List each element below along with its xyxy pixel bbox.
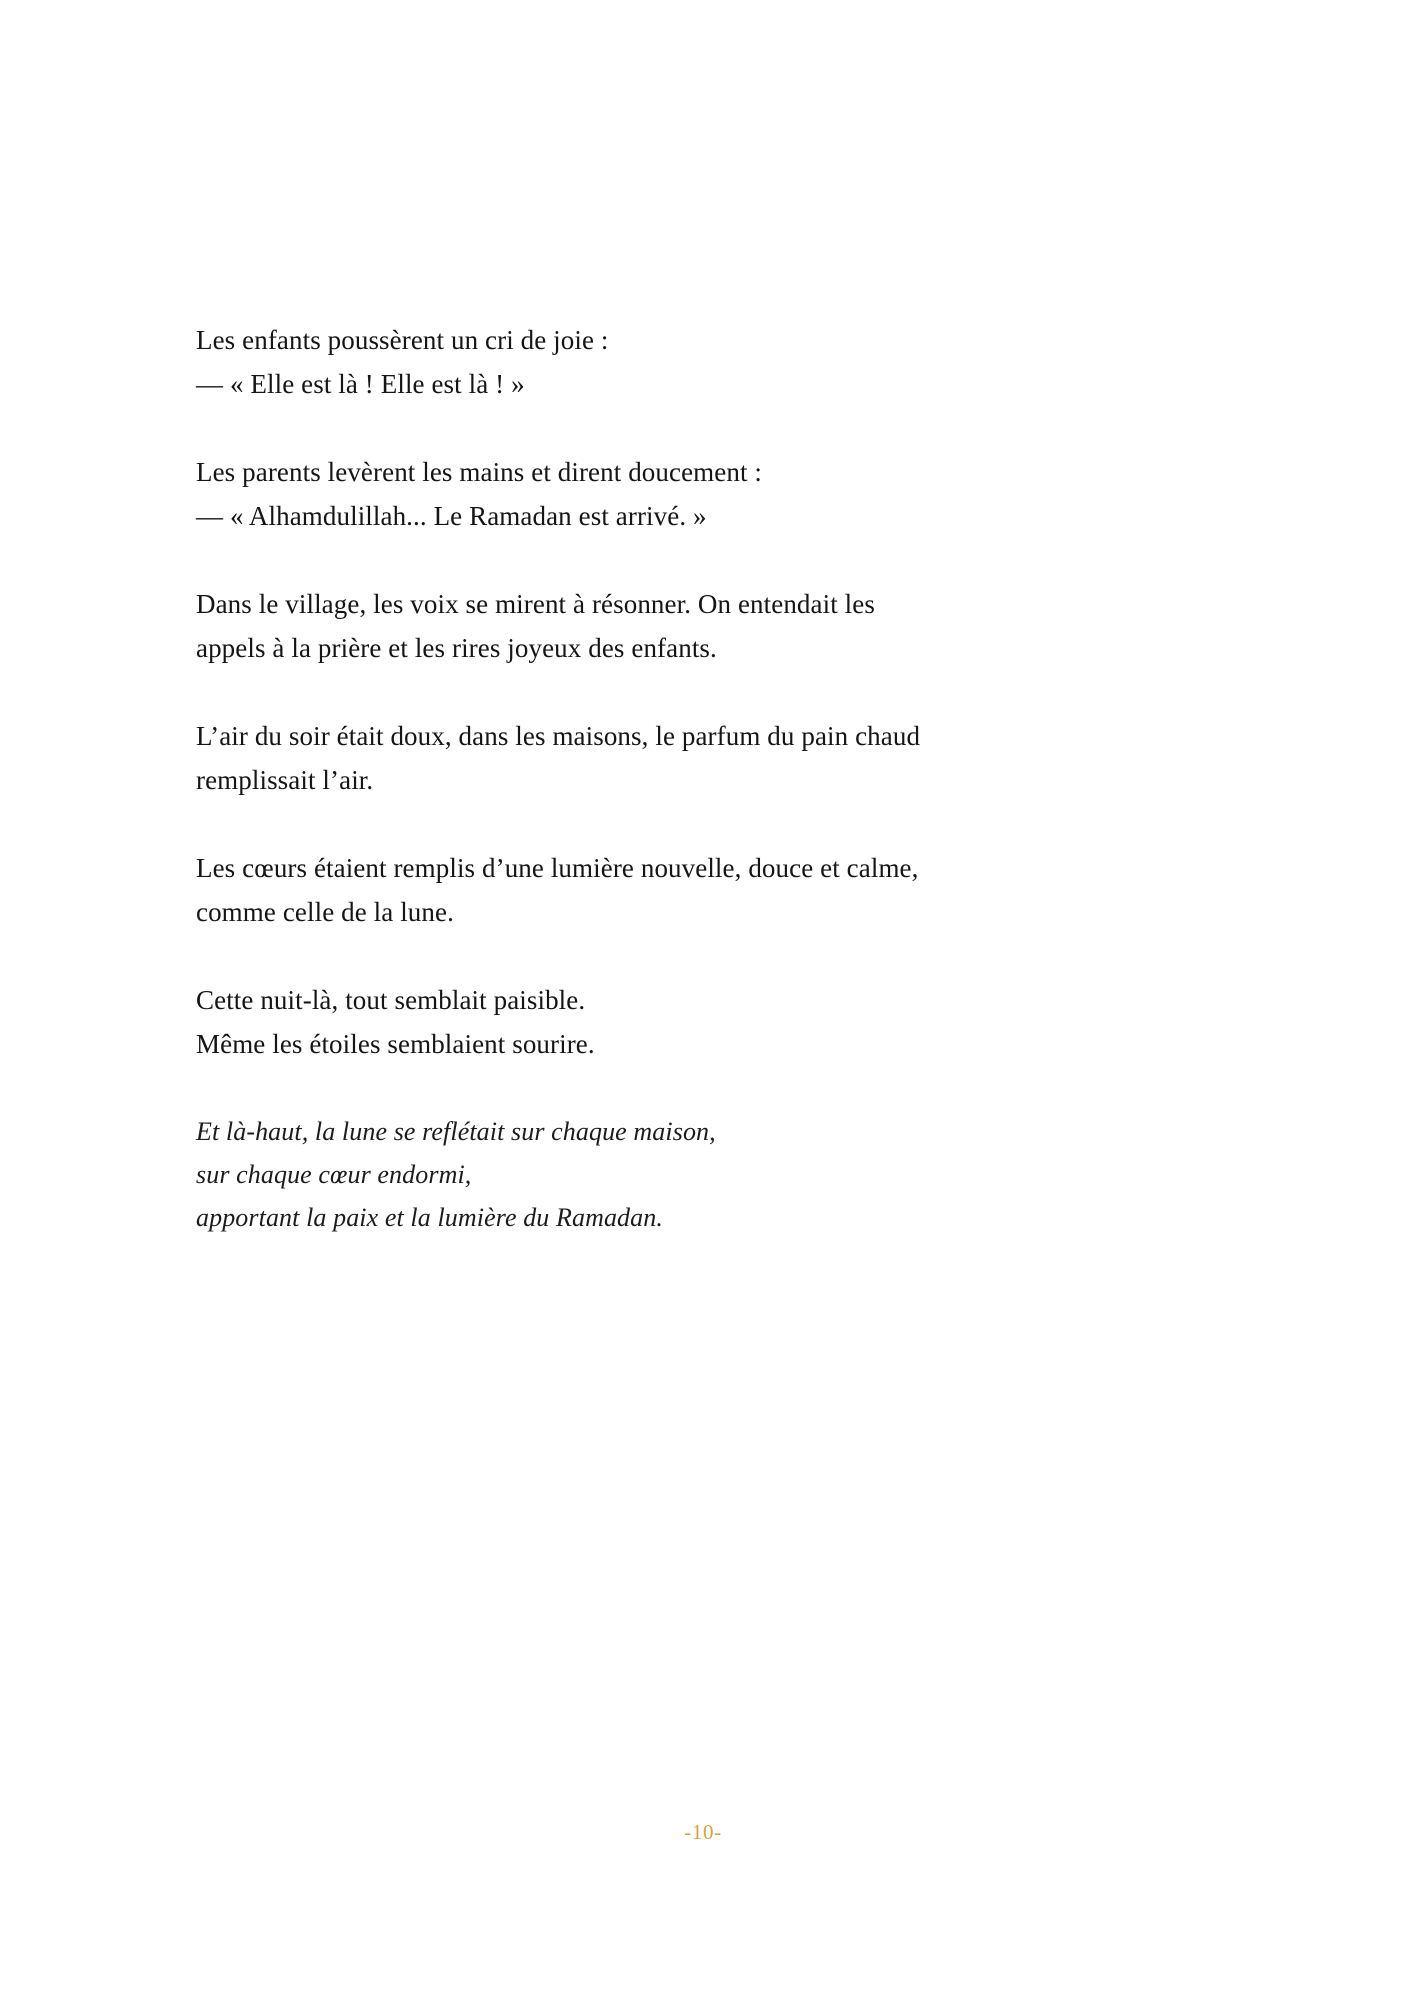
text-line: appels à la prière et les rires joyeux des enfants. [196,633,717,663]
text-line: — « Elle est là ! Elle est là ! » [196,369,525,399]
page-number: -10- [684,1820,722,1844]
paragraph-3 [196,582,1176,670]
text-line: Les cœurs étaient remplis d’une lumière nouvelle, douce et calme, [196,853,919,883]
text-line: L’air du soir était doux, dans les maisons, le parfum du pain chaud [196,721,921,751]
text-line: Même les étoiles semblaient sourire. [196,1029,595,1059]
text-line: sur chaque cœur endormi, [196,1160,472,1189]
text-line: Les enfants poussèrent un cri de joie : [196,325,609,355]
text-line: Et là-haut, la lune se reflétait sur chaque maison, [196,1117,716,1146]
page-body-text [196,318,1176,1239]
paragraph-1 [196,318,1176,406]
text-line: Cette nuit-là, tout semblait paisible. [196,985,586,1015]
paragraph-6 [196,978,1176,1066]
text-line: comme celle de la lune. [196,897,454,927]
closing-verse [196,1110,1176,1239]
text-line: apportant la paix et la lumière du Ramadan. [196,1203,663,1232]
paragraph-5 [196,846,1176,934]
text-line: remplissait l’air. [196,765,374,795]
text-line: Dans le village, les voix se mirent à résonner. On entendait les [196,589,875,619]
text-line: — « Alhamdulillah... Le Ramadan est arrivé. » [196,501,707,531]
paragraph-2 [196,450,1176,538]
text-line: Les parents levèrent les mains et dirent doucement : [196,457,763,487]
paragraph-4 [196,714,1176,802]
